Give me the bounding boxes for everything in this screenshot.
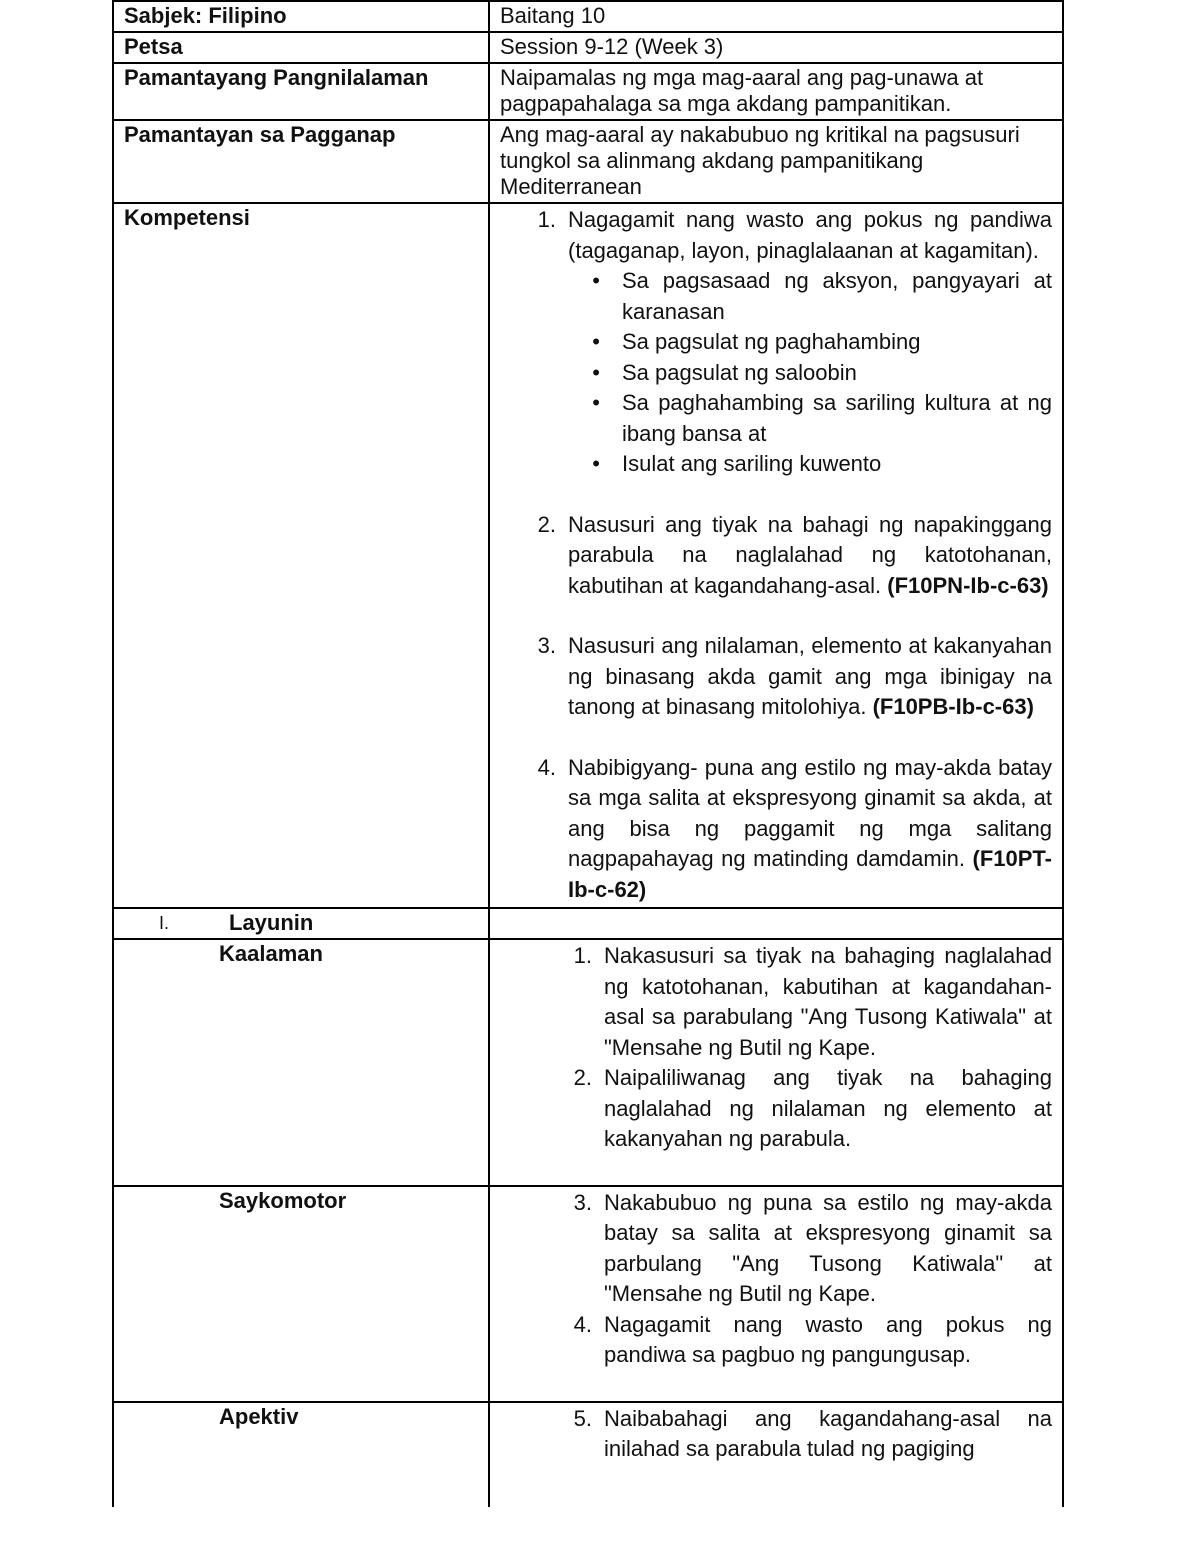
competency-code: (F10PT-Ib-c-62) bbox=[568, 846, 1052, 902]
competency-list bbox=[500, 205, 1052, 266]
performance-standard-label: Pamantayan sa Pagganap bbox=[113, 120, 489, 203]
knowledge-list bbox=[500, 941, 1052, 1155]
competency-item bbox=[500, 753, 1052, 906]
content-standard-value: Naipamalas ng mga mag-aaral ang pag-unawa at pagpapahalaga sa mga akdang pampanitikan. bbox=[489, 63, 1063, 120]
performance-standard-row bbox=[113, 120, 1063, 203]
bullet-item: • Sa pagsasaad ng aksyon, pangyayari at karanasan bbox=[500, 266, 1052, 327]
objectives-label: Layunin bbox=[229, 910, 314, 935]
bullet-glyph: • bbox=[592, 359, 600, 385]
session-value: Session 9-12 (Week 3) bbox=[489, 32, 1063, 63]
competency-code: (F10PB-Ib-c-63) bbox=[872, 694, 1034, 719]
bullet-item: • Sa pagsulat ng paghahambing bbox=[500, 327, 1052, 358]
content-standard-row bbox=[113, 63, 1063, 120]
psychomotor-list bbox=[500, 1188, 1052, 1371]
knowledge-cell bbox=[489, 939, 1063, 1186]
objectives-row bbox=[113, 908, 1063, 939]
affective-label: Apektiv bbox=[113, 1402, 489, 1507]
competency-code: (F10PN-Ib-c-63) bbox=[887, 572, 1049, 598]
competency-text: Nabibigyang- puna ang estilo ng may-akda batay sa mga salita at ekspresyong ginamit sa akda, at ang bisa ng paggamit ng mga salitang nagpapahayag ng matinding damdamin. bbox=[568, 754, 1052, 871]
objective-item: 2. Naipaliliwanag ang tiyak na bahaging naglalahad ng nilalaman ng elemento at kakanyahan ng parabula. bbox=[573, 1065, 1052, 1151]
objective-item: 3. Nakabubuo ng puna sa estilo ng may-akda batay sa salita at ekspresyong ginamit sa parbulang "Ang Tusong Katiwala" at "Mensahe ng Butil ng Kape. bbox=[573, 1189, 1052, 1306]
competency-bullets bbox=[500, 266, 1052, 480]
bullet-item: • Sa paghahambing sa sariling kultura at ng ibang bansa at bbox=[500, 388, 1052, 449]
competency-number: 4. bbox=[537, 754, 556, 780]
lesson-plan-table bbox=[112, 0, 1064, 1507]
content-standard-label: Pamantayang Pangnilalaman bbox=[113, 63, 489, 120]
competencies-label: Kompetensi bbox=[113, 203, 489, 908]
competency-list bbox=[500, 753, 1052, 906]
objective-item: 4. Nagagamit nang wasto ang pokus ng pandiwa sa pagbuo ng pangungusap. bbox=[573, 1311, 1052, 1367]
competency-text: Nasusuri ang tiyak na bahagi ng napakinggang parabula na naglalahad ng katotohanan, kabutihan at kagandahang-asal. bbox=[568, 511, 1052, 598]
date-label: Petsa bbox=[113, 32, 489, 63]
affective-row bbox=[113, 1402, 1063, 1507]
bullet-glyph: • bbox=[592, 329, 600, 354]
date-row bbox=[113, 32, 1063, 63]
psychomotor-row bbox=[113, 1186, 1063, 1402]
bullet-glyph: • bbox=[592, 451, 600, 476]
performance-standard-value: Ang mag-aaral ay nakabubuo ng kritikal na pagsusuri tungkol sa alinmang akdang pampanitikang Mediterranean bbox=[489, 120, 1063, 203]
roman-numeral: I. bbox=[159, 913, 170, 933]
psychomotor-cell bbox=[489, 1186, 1063, 1402]
lesson-plan-document bbox=[112, 0, 1062, 1507]
competency-list bbox=[500, 631, 1052, 723]
objective-item: 5. Naibabahagi ang kagandahang-asal na inilahad sa parabula tulad ng pagiging bbox=[573, 1405, 1052, 1461]
bullet-item: • Sa pagsulat ng saloobin bbox=[500, 358, 1052, 389]
subject-label: Sabjek: Filipino bbox=[113, 1, 489, 32]
competency-item bbox=[500, 510, 1052, 602]
knowledge-label: Kaalaman bbox=[113, 939, 489, 1186]
psychomotor-label: Saykomotor bbox=[113, 1186, 489, 1402]
competency-number: 1. bbox=[537, 207, 556, 232]
grade-value: Baitang 10 bbox=[489, 1, 1063, 32]
competency-number: 3. bbox=[537, 633, 556, 658]
bullet-glyph: • bbox=[592, 268, 600, 293]
competencies-row bbox=[113, 203, 1063, 908]
objectives-heading-cell bbox=[113, 908, 489, 939]
bullet-item: • Isulat ang sariling kuwento bbox=[500, 449, 1052, 480]
competency-list bbox=[500, 510, 1052, 602]
competency-number: 2. bbox=[537, 511, 556, 537]
knowledge-row bbox=[113, 939, 1063, 1186]
subject-row bbox=[113, 1, 1063, 32]
competencies-cell bbox=[489, 203, 1063, 908]
affective-list bbox=[500, 1404, 1052, 1465]
affective-cell bbox=[489, 1402, 1063, 1507]
competency-text: Nasusuri ang nilalaman, elemento at kakanyahan ng binasang akda gamit ang mga ibinigay na tanong at binasang mitolohiya. bbox=[568, 633, 1052, 719]
competency-item bbox=[500, 631, 1052, 723]
competency-item bbox=[500, 205, 1052, 266]
bullet-glyph: • bbox=[592, 390, 600, 415]
objective-item: 1. Nakasusuri sa tiyak na bahaging naglalahad ng katotohanan, kabutihan at kagandahan-asal sa parabulang "Ang Tusong Katiwala" at "Mensahe ng Butil ng Kape. bbox=[573, 943, 1052, 1060]
objectives-empty-cell bbox=[489, 908, 1063, 939]
competency-text: Nagagamit nang wasto ang pokus ng pandiwa (tagaganap, layon, pinaglalaanan at kagamitan). bbox=[568, 207, 1052, 263]
